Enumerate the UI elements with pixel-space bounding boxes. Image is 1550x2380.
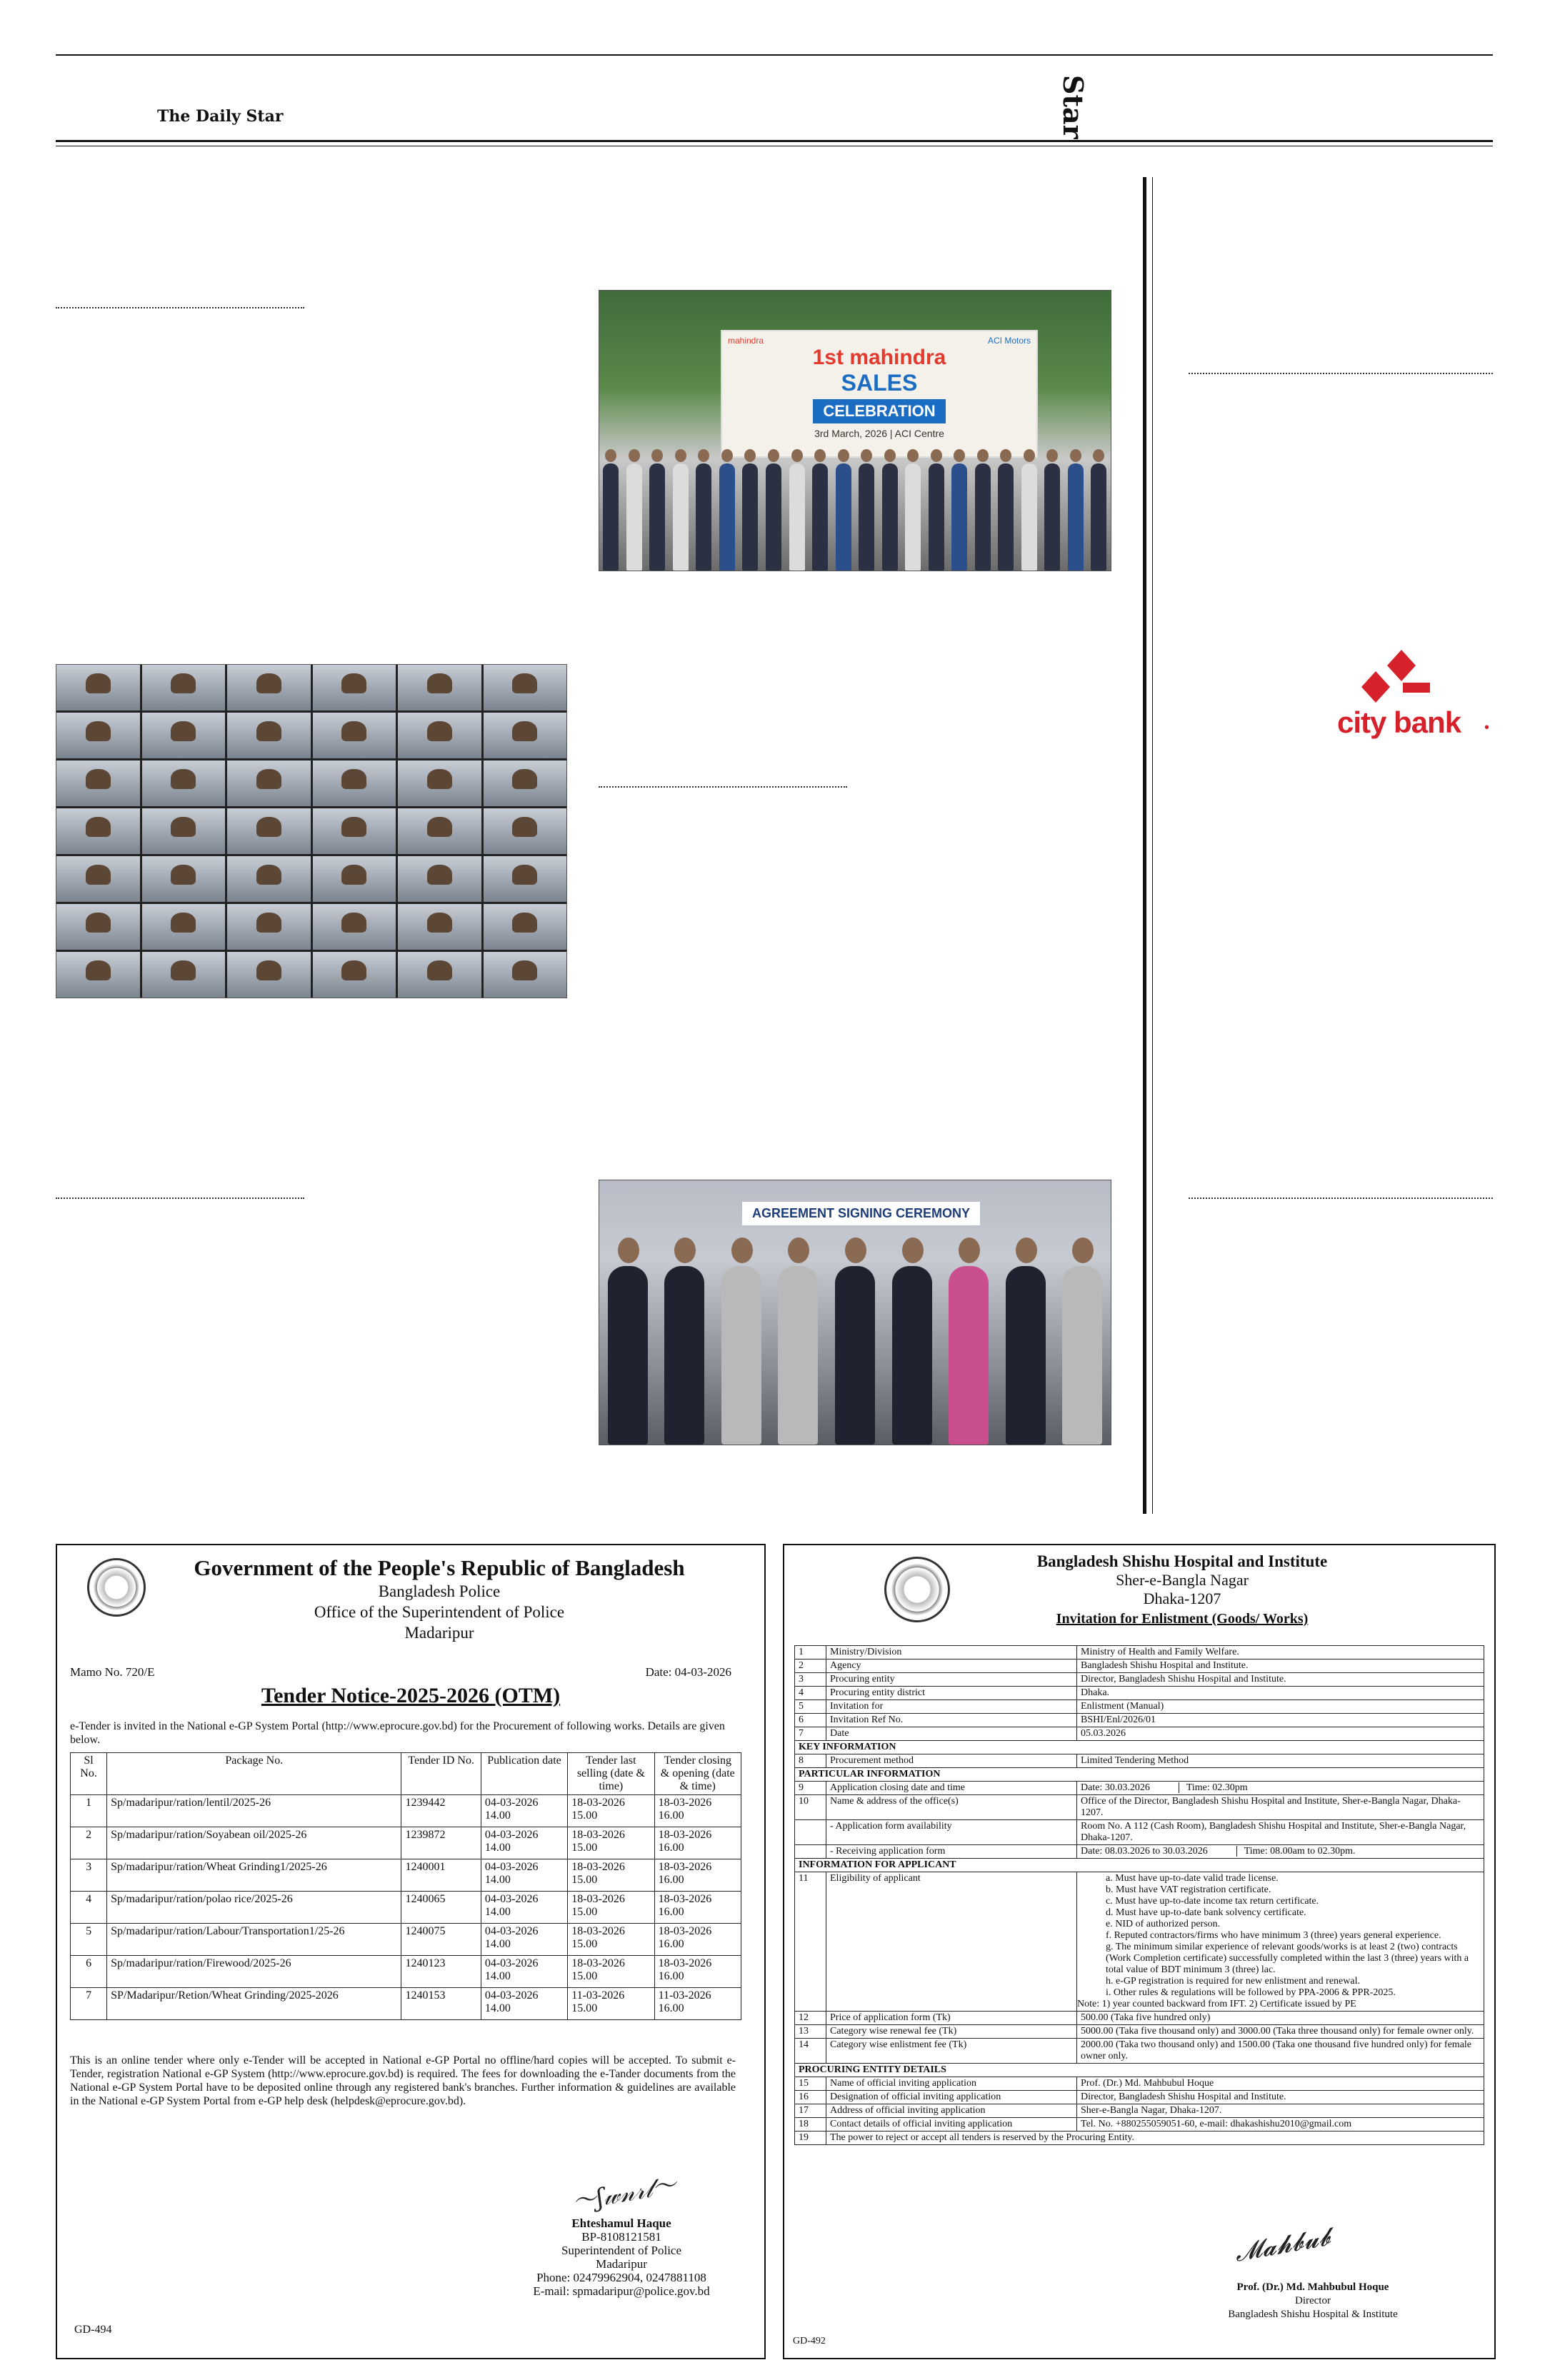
cell-value: Ministry of Health and Family Welfare. <box>1077 1646 1484 1660</box>
cell-tender-id: 1240123 <box>401 1956 481 1988</box>
table-row <box>71 1859 741 1892</box>
cell-last-selling: 18-03-2026 15.00 <box>568 1795 654 1827</box>
banner-line3: CELEBRATION <box>813 399 945 423</box>
cell-tender-id: 1240065 <box>401 1892 481 1924</box>
notice-footer-text: This is an online tender where only e-Tender will be accepted in National e-GP Portal no offline/hard copies will be accepted. To submit e-Tender, registration National e-GP System (http://www.eprocure.gov.bd) is required. The fees for downloading the e-Tander documents from the National e-GP System Portal have to be deposited online through any registered bank's branches. Further information & guidelines are available in the National e-GP System Portal from e-GP help desk (helpdesk@eprocure.gov.bd). <box>70 2054 736 2107</box>
eligibility-item: h. e-GP registration is required for new enlistment and renewal. <box>1106 1976 1360 1987</box>
cell-publication: 04-03-2026 14.00 <box>481 1988 567 2020</box>
column-divider-thick <box>1143 177 1146 1514</box>
masthead-rule-thick <box>56 140 1493 142</box>
cell-no: 16 <box>795 2091 826 2104</box>
cell-no: 6 <box>795 1714 826 1727</box>
cell-last-selling: 18-03-2026 15.00 <box>568 1956 654 1988</box>
separator <box>56 307 304 308</box>
cell-value: 5000.00 (Taka five thousand only) and 3000.00 (Taka three thousand only) for female owner only. <box>1077 2025 1484 2039</box>
table-row <box>71 1988 741 2020</box>
section-information-for-applicant: INFORMATION FOR APPLICANT <box>795 1859 1484 1872</box>
table-row <box>795 1872 1484 2012</box>
cell-no: 14 <box>795 2039 826 2064</box>
city-bank-logo <box>1337 650 1494 743</box>
eligibility-item: f. Reputed contractors/firms who have minimum 3 (three) years general experience. <box>1106 1930 1441 1941</box>
cell-package: Sp/madaripur/ration/polao rice/2025-26 <box>107 1892 401 1924</box>
table-row <box>795 1820 1484 1845</box>
cell-value: 500.00 (Taka five hundred only) <box>1077 2012 1484 2025</box>
banner-line2: SALES <box>841 370 918 396</box>
cell-no: 10 <box>795 1795 826 1820</box>
police-tender-notice <box>56 1544 766 2359</box>
signature: 𝓜𝓪𝓱𝓫𝓾𝓫 <box>1232 2222 1334 2268</box>
cell-value <box>1077 1782 1484 1795</box>
cell-last-selling: 18-03-2026 15.00 <box>568 1859 654 1892</box>
eligibility-item: a. Must have up-to-date valid trade license. <box>1106 1873 1279 1884</box>
table-row <box>71 1956 741 1988</box>
cell-key: Ministry/Division <box>826 1646 1077 1660</box>
notice-line2: Bangladesh Police <box>378 1582 501 1600</box>
table-row <box>795 1845 1484 1859</box>
table-row <box>71 1924 741 1956</box>
cell-tender-id: 1239442 <box>401 1795 481 1827</box>
cell-closing: 11-03-2026 16.00 <box>654 1988 741 2020</box>
cell-value: 05.03.2026 <box>1077 1727 1484 1741</box>
city-bank-dot: • <box>1484 720 1490 735</box>
cell-publication: 04-03-2026 14.00 <box>481 1795 567 1827</box>
city-bank-text: city bank <box>1337 706 1461 739</box>
cell-publication: 04-03-2026 14.00 <box>481 1827 567 1859</box>
cell-key: - Receiving application form <box>826 1845 1077 1859</box>
cell-value: Limited Tendering Method <box>1077 1754 1484 1768</box>
col-tender-id: Tender ID No. <box>401 1753 481 1795</box>
banner-line4: 3rd March, 2026 | ACI Centre <box>814 428 944 439</box>
table-row <box>795 2104 1484 2118</box>
gd-number: GD-492 <box>793 2336 826 2346</box>
table-row <box>795 2091 1484 2104</box>
group-of-people <box>599 1230 1111 1445</box>
table-row <box>795 2132 1484 2145</box>
cell-package: Sp/madaripur/ration/Wheat Grinding1/2025-26 <box>107 1859 401 1892</box>
signature: 〜ʃ𝓌𝓃𝓇𝓁〜 <box>570 2170 679 2217</box>
cell-value: 2000.00 (Taka two thousand only) and 1500.00 (Taka one thousand five hundred only) for female owner only. <box>1077 2039 1484 2064</box>
cell-value: Director, Bangladesh Shishu Hospital and Institute. <box>1077 2091 1484 2104</box>
cell-key: Designation of official inviting application <box>826 2091 1077 2104</box>
closing-date: Date: 30.03.2026 <box>1081 1782 1150 1793</box>
cell-key: Procuring entity district <box>826 1687 1077 1700</box>
top-rule <box>56 54 1493 56</box>
cell-key: Category wise enlistment fee (Tk) <box>826 2039 1077 2064</box>
table-row <box>795 2077 1484 2091</box>
cell-value: BSHI/Enl/2026/01 <box>1077 1714 1484 1727</box>
col-last-selling: Tender last selling (date & time) <box>568 1753 654 1795</box>
cell-value <box>1077 1845 1484 1859</box>
cell-key: Name of official inviting application <box>826 2077 1077 2091</box>
signer-email[interactable]: E-mail: spmadaripur@police.gov.bd <box>533 2284 710 2298</box>
cell-key: Eligibility of applicant <box>826 1872 1077 2012</box>
cell-key: Price of application form (Tk) <box>826 2012 1077 2025</box>
cell-no: 5 <box>795 1700 826 1714</box>
eligibility-note: Note: 1) year counted backward from IFT. 2) Certificate issued by PE <box>1077 1999 1356 2009</box>
banner-line1: 1st mahindra <box>812 346 946 369</box>
notice-date: Date: 04-03-2026 <box>645 1665 731 1679</box>
cell-no: 17 <box>795 2104 826 2118</box>
cell-sl: 2 <box>71 1827 107 1859</box>
table-row <box>795 1646 1484 1660</box>
cell-value: Room No. A 112 (Cash Room), Bangladesh Shishu Hospital and Institute, Sher-e-Bangla Nagar, Dhaka-1207. <box>1077 1820 1484 1845</box>
cell-key: Date <box>826 1727 1077 1741</box>
cell-tender-id: 1240001 <box>401 1859 481 1892</box>
group-of-people <box>599 435 1111 571</box>
signer-org: Bangladesh Shishu Hospital & Institute <box>1228 2309 1398 2320</box>
city-bank-mark-icon <box>1359 650 1444 707</box>
cell-closing: 18-03-2026 16.00 <box>654 1859 741 1892</box>
eligibility-list <box>1077 1872 1484 2012</box>
cell-value: Dhaka. <box>1077 1687 1484 1700</box>
cell-no: 13 <box>795 2025 826 2039</box>
cell-package: SP/Madaripur/Retion/Wheat Grinding/2025-2026 <box>107 1988 401 2020</box>
cell-no: 2 <box>795 1660 826 1673</box>
cell-no: 9 <box>795 1782 826 1795</box>
section-particular-information: PARTICULAR INFORMATION <box>795 1768 1484 1782</box>
cell-no: 11 <box>795 1872 826 2012</box>
cell-last-selling: 18-03-2026 15.00 <box>568 1892 654 1924</box>
cell-key: Invitation Ref No. <box>826 1714 1077 1727</box>
signer-bp: BP-8108121581 <box>581 2230 661 2244</box>
table-row <box>795 2039 1484 2064</box>
cell-publication: 04-03-2026 14.00 <box>481 1956 567 1988</box>
cell-key: Name & address of the office(s) <box>826 1795 1077 1820</box>
cell-sl: 5 <box>71 1924 107 1956</box>
cell-tender-id: 1239872 <box>401 1827 481 1859</box>
gd-number: GD-494 <box>74 2324 112 2336</box>
hospital-heading: Invitation for Enlistment (Goods/ Works) <box>1056 1611 1309 1627</box>
cell-closing: 18-03-2026 16.00 <box>654 1795 741 1827</box>
cell-sl: 3 <box>71 1859 107 1892</box>
masthead-star-mark: Star <box>1057 75 1089 139</box>
cell-package: Sp/madaripur/ration/Labour/Transportation1/25-26 <box>107 1924 401 1956</box>
section-key-information: KEY INFORMATION <box>795 1741 1484 1754</box>
cell-value: Enlistment (Manual) <box>1077 1700 1484 1714</box>
table-row <box>795 1795 1484 1820</box>
cell-package: Sp/madaripur/ration/lentil/2025-26 <box>107 1795 401 1827</box>
cell-closing: 18-03-2026 16.00 <box>654 1956 741 1988</box>
cell-no: 12 <box>795 2012 826 2025</box>
receiving-date: Date: 08.03.2026 to 30.03.2026 <box>1081 1846 1208 1857</box>
cell-tender-id: 1240075 <box>401 1924 481 1956</box>
cell-no: 1 <box>795 1646 826 1660</box>
table-row <box>795 1714 1484 1727</box>
cell-no: 7 <box>795 1727 826 1741</box>
separator <box>1189 1197 1493 1199</box>
table-row <box>795 1700 1484 1714</box>
table-row <box>71 1827 741 1859</box>
cell-key: Category wise renewal fee (Tk) <box>826 2025 1077 2039</box>
table-row <box>71 1795 741 1827</box>
signer-title: Superintendent of Police <box>561 2244 682 2257</box>
cell-sl: 7 <box>71 1988 107 2020</box>
cell-sl: 4 <box>71 1892 107 1924</box>
hospital-line3: Dhaka-1207 <box>1143 1590 1221 1607</box>
table-row <box>795 1754 1484 1768</box>
signer-place: Madaripur <box>596 2257 647 2271</box>
eligibility-item: d. Must have up-to-date bank solvency certificate. <box>1106 1907 1306 1918</box>
banner-brand-left: mahindra <box>728 336 764 346</box>
separator <box>599 786 847 788</box>
cell-closing: 18-03-2026 16.00 <box>654 1892 741 1924</box>
cell-key: Agency <box>826 1660 1077 1673</box>
cell-last-selling: 11-03-2026 15.00 <box>568 1988 654 2020</box>
cell-key: - Application form availability <box>826 1820 1077 1845</box>
separator <box>56 1197 304 1199</box>
cell-no: 4 <box>795 1687 826 1700</box>
cell-value: Prof. (Dr.) Md. Mahbubul Hoque <box>1077 2077 1484 2091</box>
cell-sl: 1 <box>71 1795 107 1827</box>
cell-package: Sp/madaripur/ration/Soyabean oil/2025-26 <box>107 1827 401 1859</box>
cell-no: 19 <box>795 2132 826 2145</box>
mahindra-celebration-photo <box>599 290 1111 571</box>
cell-last-selling: 18-03-2026 15.00 <box>568 1924 654 1956</box>
participants-grid <box>56 665 566 998</box>
enlistment-table <box>794 1645 1484 2145</box>
table-row <box>795 1727 1484 1741</box>
cell-closing: 18-03-2026 16.00 <box>654 1924 741 1956</box>
cell-package: Sp/madaripur/ration/Firewood/2025-26 <box>107 1956 401 1988</box>
agreement-signing-photo <box>599 1180 1111 1445</box>
signer-name: Prof. (Dr.) Md. Mahbubul Hoque <box>1236 2281 1389 2293</box>
cell-sl: 6 <box>71 1956 107 1988</box>
video-conference-photo <box>56 664 567 998</box>
notice-intro: e-Tender is invited in the National e-GP System Portal (http://www.eprocure.gov.bd) for the Procurement of following works. Details are given below. <box>70 1720 725 1746</box>
cell-no: 18 <box>795 2118 826 2132</box>
cell-no: 8 <box>795 1754 826 1768</box>
hospital-title: Bangladesh Shishu Hospital and Institute <box>1036 1552 1328 1570</box>
cell-key: Contact details of official inviting application <box>826 2118 1077 2132</box>
cell-value: Sher-e-Bangla Nagar, Dhaka-1207. <box>1077 2104 1484 2118</box>
hospital-line2: Sher-e-Bangla Nagar <box>1116 1571 1249 1589</box>
signer-name: Ehteshamul Haque <box>571 2216 671 2230</box>
col-publication: Publication date <box>481 1753 567 1795</box>
col-sl: Sl No. <box>71 1753 107 1795</box>
memo-number: Mamo No. 720/E <box>70 1665 155 1679</box>
table-row <box>795 1673 1484 1687</box>
column-divider-thin <box>1152 177 1153 1514</box>
notice-title: Government of the People's Republic of Bangladesh <box>194 1555 685 1580</box>
tender-table <box>70 1752 741 2020</box>
col-package: Package No. <box>107 1753 401 1795</box>
cell-value: The power to reject or accept all tenders is reserved by the Procuring Entity. <box>826 2132 1484 2145</box>
table-row <box>795 1782 1484 1795</box>
cell-publication: 04-03-2026 14.00 <box>481 1924 567 1956</box>
section-procuring-entity: PROCURING ENTITY DETAILS <box>795 2064 1484 2077</box>
table-row <box>795 2118 1484 2132</box>
cell-publication: 04-03-2026 14.00 <box>481 1892 567 1924</box>
cell-key: Procurement method <box>826 1754 1077 1768</box>
cell-value: Tel. No. +880255059051-60, e-mail: dhakashishu2010@gmail.com <box>1077 2118 1484 2132</box>
eligibility-item: i. Other rules & regulations will be followed by PPA-2006 & PPR-2025. <box>1106 1987 1396 1998</box>
hospital-enlistment-notice <box>783 1544 1496 2359</box>
signer-phone: Phone: 02479962904, 0247881108 <box>536 2271 706 2284</box>
masthead-logo: The Daily Star <box>157 107 284 126</box>
receiving-time: Time: 08.00am to 02.30pm. <box>1236 1846 1356 1857</box>
cell-key: Procuring entity <box>826 1673 1077 1687</box>
cell-key: Invitation for <box>826 1700 1077 1714</box>
separator <box>1189 373 1493 374</box>
closing-time: Time: 02.30pm <box>1179 1782 1248 1793</box>
eligibility-item: g. The minimum similar experience of relevant goods/works is at least 2 (two) contracts (Work Completion certificate) successfully completed within the last 3 (three) years with a total value of BDT minimum 3 (three) lac. <box>1106 1942 1469 1975</box>
table-row <box>71 1892 741 1924</box>
table-row <box>795 1660 1484 1673</box>
cell-key: Address of official inviting application <box>826 2104 1077 2118</box>
cell-no: 15 <box>795 2077 826 2091</box>
cell-no: 3 <box>795 1673 826 1687</box>
banner-brand-right: ACI Motors <box>987 336 1031 346</box>
cell-value: Bangladesh Shishu Hospital and Institute. <box>1077 1660 1484 1673</box>
eligibility-item: e. NID of authorized person. <box>1106 1919 1221 1929</box>
cell-value: Office of the Director, Bangladesh Shishu Hospital and Institute, Sher-e-Bangla Nagar, Dhaka-1207. <box>1077 1795 1484 1820</box>
cell-publication: 04-03-2026 14.00 <box>481 1859 567 1892</box>
cell-key: Application closing date and time <box>826 1782 1077 1795</box>
cell-value: Director, Bangladesh Shishu Hospital and Institute. <box>1077 1673 1484 1687</box>
agreement-banner: AGREEMENT SIGNING CEREMONY <box>742 1202 980 1225</box>
eligibility-item: c. Must have up-to-date income tax return certificate. <box>1106 1896 1319 1907</box>
notice-line3: Office of the Superintendent of Police <box>314 1603 565 1621</box>
eligibility-item: b. Must have VAT registration certificate. <box>1106 1884 1271 1895</box>
col-closing: Tender closing & opening (date & time) <box>654 1753 741 1795</box>
signer-title: Director <box>1295 2295 1331 2306</box>
notice-heading: Tender Notice-2025-2026 (OTM) <box>261 1684 561 1707</box>
cell-last-selling: 18-03-2026 15.00 <box>568 1827 654 1859</box>
table-row <box>795 2012 1484 2025</box>
notice-line4: Madaripur <box>404 1624 474 1642</box>
cell-closing: 18-03-2026 16.00 <box>654 1827 741 1859</box>
table-row <box>795 1687 1484 1700</box>
cell-tender-id: 1240153 <box>401 1988 481 2020</box>
table-row <box>795 2025 1484 2039</box>
